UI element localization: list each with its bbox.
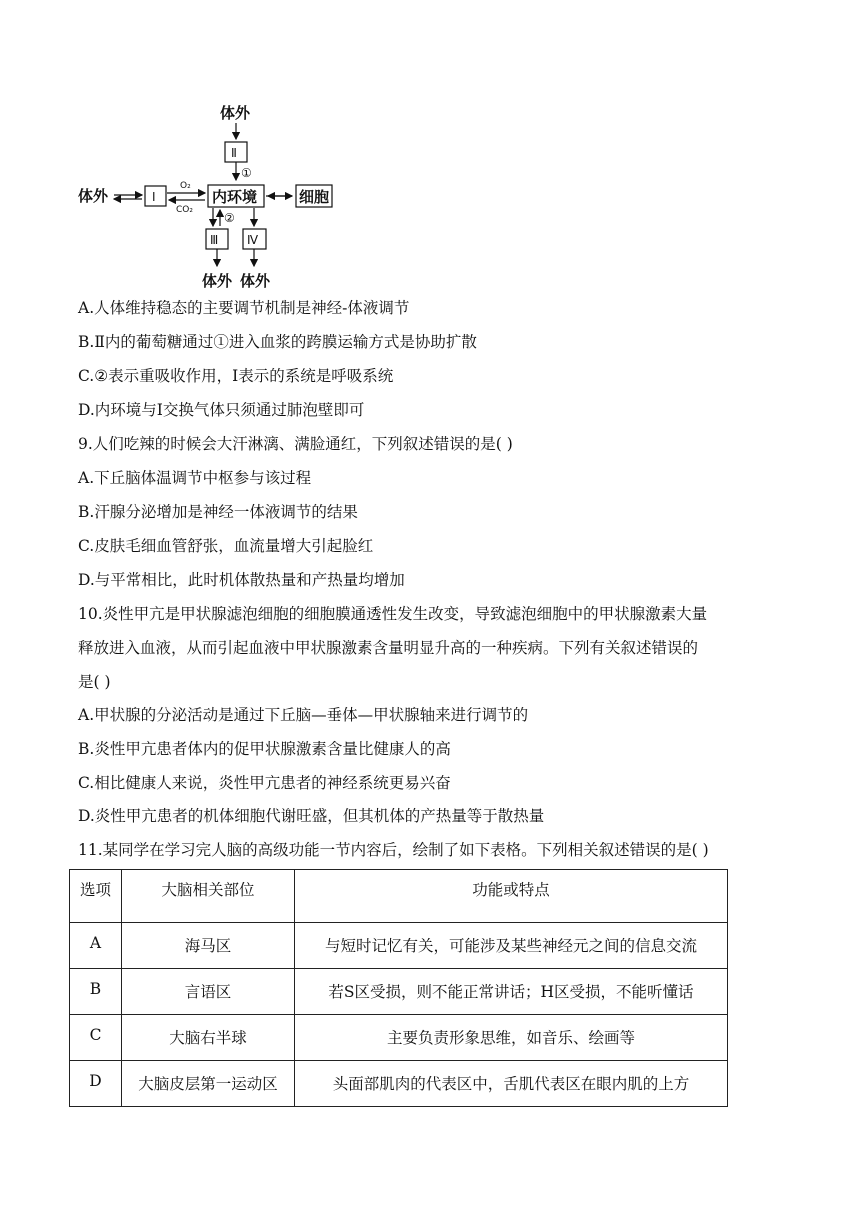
table-cell: 与短时记忆有关，可能涉及某些神经元之间的信息交流 — [295, 923, 728, 969]
o2-label: O₂ — [180, 181, 191, 191]
q9-option-d: D.与平常相比，此时机体散热量和产热量均增加 — [78, 571, 405, 589]
table-header-option: 选项 — [70, 870, 122, 923]
q10-option-a: A.甲状腺的分泌活动是通过下丘脑—垂体—甲状腺轴来进行调节的 — [78, 706, 529, 724]
q10-option-b: B.炎性甲亢患者体内的促甲状腺激素含量比健康人的高 — [78, 740, 451, 758]
q10-stem-line-1: 10.炎性甲亢是甲状腺滤泡细胞的细胞膜通透性发生改变，导致滤泡细胞中的甲状腺激素大量 — [78, 605, 708, 623]
table-cell: A — [70, 923, 122, 969]
table-cell: 头面部肌肉的代表区中，舌肌代表区在眼内肌的上方 — [295, 1061, 728, 1107]
diagram-left-outside: 体外 — [78, 187, 109, 205]
table-cell: 若S区受损，则不能正常讲话；H区受损，不能听懂话 — [295, 969, 728, 1015]
internal-environment-label: 内环境 — [212, 188, 258, 206]
q10-option-d: D.炎性甲亢患者的机体细胞代谢旺盛，但其机体的产热量等于散热量 — [78, 807, 545, 825]
co2-label: CO₂ — [176, 205, 193, 215]
q8-option-c: C.②表示重吸收作用，I表示的系统是呼吸系统 — [78, 367, 394, 385]
table-row — [70, 1015, 728, 1061]
arrow-2-label: ② — [224, 211, 235, 225]
table-header-function: 功能或特点 — [295, 870, 728, 923]
table-cell: 大脑右半球 — [122, 1015, 295, 1061]
q10-stem-line-3: 是( ) — [78, 673, 111, 691]
q9-option-c: C.皮肤毛细血管舒张，血流量增大引起脸红 — [78, 537, 374, 555]
q9-option-a: A.下丘脑体温调节中枢参与该过程 — [78, 469, 312, 487]
table-cell: B — [70, 969, 122, 1015]
table-cell: D — [70, 1061, 122, 1107]
q10-option-c: C.相比健康人来说，炎性甲亢患者的神经系统更易兴奋 — [78, 774, 451, 792]
internal-environment-diagram — [70, 98, 340, 293]
table-row — [70, 923, 728, 969]
arrow-1-label: ① — [241, 166, 252, 180]
q10-stem-line-2: 释放进入血液，从而引起血液中甲状腺激素含量明显升高的一种疾病。下列有关叙述错误的 — [78, 639, 699, 657]
q9-option-b: B.汗腺分泌增加是神经一体液调节的结果 — [78, 503, 358, 521]
table-cell: 主要负责形象思维，如音乐、绘画等 — [295, 1015, 728, 1061]
diagram-bottom-right-outside: 体外 — [240, 272, 271, 290]
table-header-row — [70, 870, 728, 923]
q8-option-a: A.人体维持稳态的主要调节机制是神经-体液调节 — [78, 299, 410, 317]
table-row — [70, 1061, 728, 1107]
table-cell: C — [70, 1015, 122, 1061]
table-row — [70, 969, 728, 1015]
table-cell: 言语区 — [122, 969, 295, 1015]
q8-option-d: D.内环境与Ⅰ交换气体只须通过肺泡壁即可 — [78, 401, 365, 419]
box-i-label: Ⅰ — [152, 190, 156, 204]
box-ii-label: Ⅱ — [231, 146, 237, 160]
box-iii-label: Ⅲ — [210, 233, 219, 247]
table-header-region: 大脑相关部位 — [122, 870, 295, 923]
brain-function-table — [69, 869, 728, 1107]
box-iv-label: Ⅳ — [247, 233, 259, 247]
table-cell: 大脑皮层第一运动区 — [122, 1061, 295, 1107]
q8-option-b: B.Ⅱ内的葡萄糖通过①进入血浆的跨膜运输方式是协助扩散 — [78, 333, 477, 351]
diagram-bottom-left-outside: 体外 — [202, 272, 233, 290]
q11-stem: 11.某同学在学习完人脑的高级功能一节内容后，绘制了如下表格。下列相关叙述错误的是( ) — [78, 841, 709, 859]
diagram-top-outside: 体外 — [220, 104, 251, 122]
q9-stem: 9.人们吃辣的时候会大汗淋漓、满脸通红，下列叙述错误的是( ) — [78, 435, 513, 453]
table-cell: 海马区 — [122, 923, 295, 969]
cell-label: 细胞 — [299, 188, 330, 206]
